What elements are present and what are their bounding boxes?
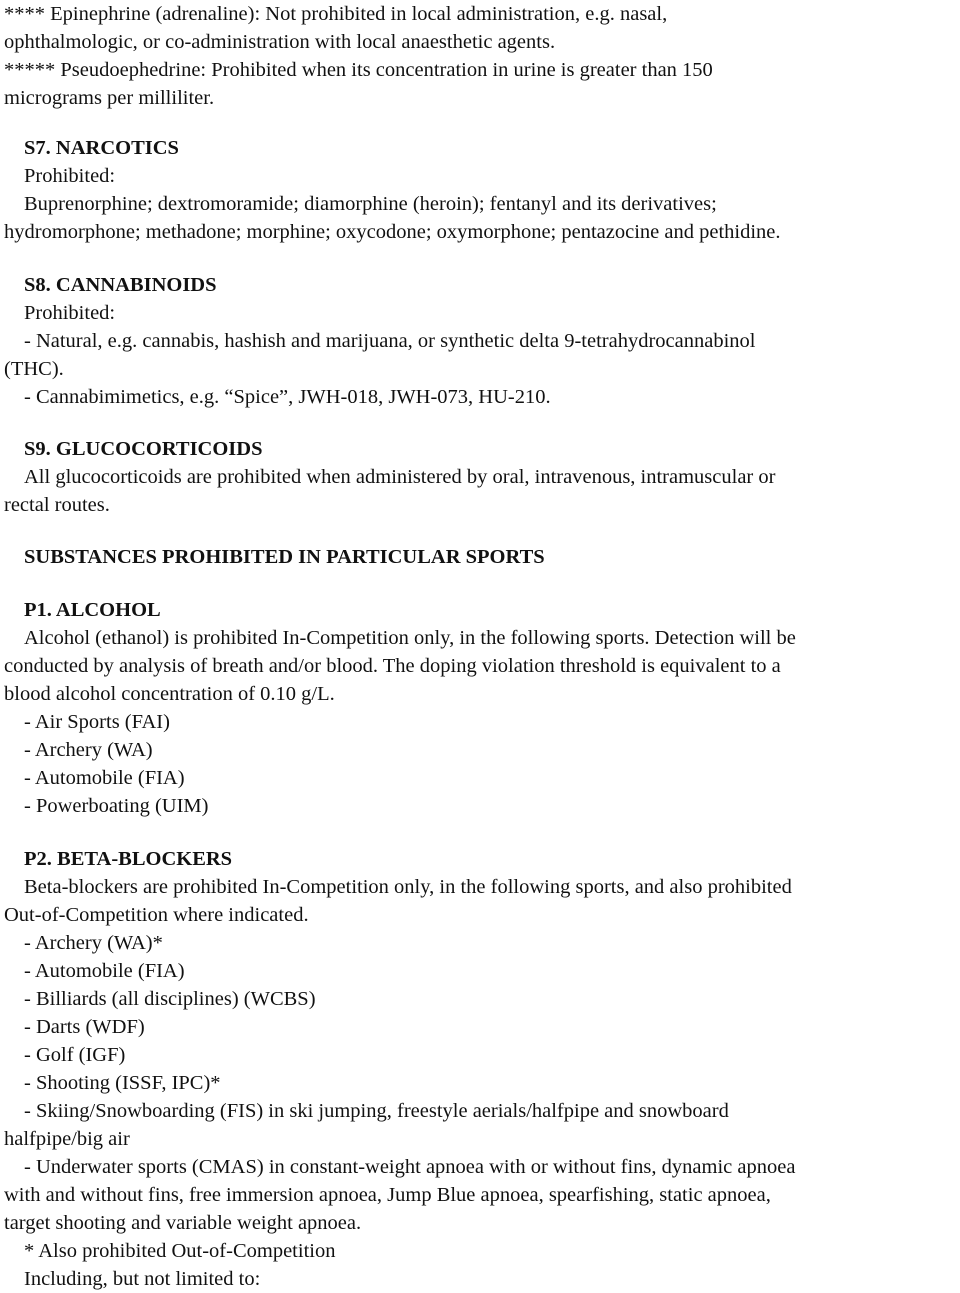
text-line: - Cannabimimetics, e.g. “Spice”, JWH-018, JWH-073, HU-210. <box>24 386 551 408</box>
footnote: * Also prohibited Out-of-Competition <box>24 1240 336 1262</box>
text-line: Including, but not limited to: <box>24 1268 261 1290</box>
text-line: (THC). <box>4 358 64 380</box>
text-line: micrograms per milliliter. <box>4 87 215 109</box>
text-line: blood alcohol concentration of 0.10 g/L. <box>4 683 335 705</box>
text-line: - Natural, e.g. cannabis, hashish and marijuana, or synthetic delta 9-tetrahydrocannabinol <box>24 330 756 352</box>
list-item: - Shooting (ISSF, IPC)* <box>24 1072 221 1094</box>
list-item: - Automobile (FIA) <box>24 960 185 982</box>
text-line: hydromorphone; methadone; morphine; oxycodone; oxymorphone; pentazocine and pethidine. <box>4 221 781 243</box>
text-line: All glucocorticoids are prohibited when administered by oral, intravenous, intramuscular or <box>24 466 776 488</box>
text-line: Buprenorphine; dextromoramide; diamorphine (heroin); fentanyl and its derivatives; <box>24 193 717 215</box>
text-line: rectal routes. <box>4 494 110 516</box>
list-item: - Archery (WA) <box>24 739 153 761</box>
section-heading-s8: S8. CANNABINOIDS <box>24 274 217 296</box>
text-line: ophthalmologic, or co-administration with local anaesthetic agents. <box>4 31 556 53</box>
list-item: - Billiards (all disciplines) (WCBS) <box>24 988 316 1010</box>
list-item: - Darts (WDF) <box>24 1016 145 1038</box>
text-line: halfpipe/big air <box>4 1128 130 1150</box>
section-heading-s7: S7. NARCOTICS <box>24 137 179 159</box>
list-item: - Golf (IGF) <box>24 1044 126 1066</box>
text-line: Alcohol (ethanol) is prohibited In-Competition only, in the following sports. Detection will be <box>24 627 796 649</box>
list-item: - Skiing/Snowboarding (FIS) in ski jumping, freestyle aerials/halfpipe and snowboard <box>24 1100 729 1122</box>
text-line: ***** Pseudoephedrine: Prohibited when its concentration in urine is greater than 150 <box>4 59 713 81</box>
text-line: Beta-blockers are prohibited In-Competition only, in the following sports, and also prohibited <box>24 876 792 898</box>
text-line: target shooting and variable weight apnoea. <box>4 1212 362 1234</box>
list-item: - Powerboating (UIM) <box>24 795 209 817</box>
section-heading-s9: S9. GLUCOCORTICOIDS <box>24 438 263 460</box>
list-item: - Automobile (FIA) <box>24 767 185 789</box>
section-heading-p1: P1. ALCOHOL <box>24 599 161 621</box>
text-line: Out-of-Competition where indicated. <box>4 904 309 926</box>
list-item: - Underwater sports (CMAS) in constant-weight apnoea with or without fins, dynamic apnoea <box>24 1156 796 1178</box>
s7-prohibited-label: Prohibited: <box>24 165 116 187</box>
text-line: with and without fins, free immersion apnoea, Jump Blue apnoea, spearfishing, static apnoea, <box>4 1184 771 1206</box>
section-heading-particular-sports: SUBSTANCES PROHIBITED IN PARTICULAR SPORTS <box>24 546 545 568</box>
list-item: - Archery (WA)* <box>24 932 163 954</box>
section-heading-p2: P2. BETA-BLOCKERS <box>24 848 233 870</box>
text-line: **** Epinephrine (adrenaline): Not prohibited in local administration, e.g. nasal, <box>4 3 668 25</box>
text-line: conducted by analysis of breath and/or blood. The doping violation threshold is equivalent to a <box>4 655 781 677</box>
s8-prohibited-label: Prohibited: <box>24 302 116 324</box>
list-item: - Air Sports (FAI) <box>24 711 170 733</box>
